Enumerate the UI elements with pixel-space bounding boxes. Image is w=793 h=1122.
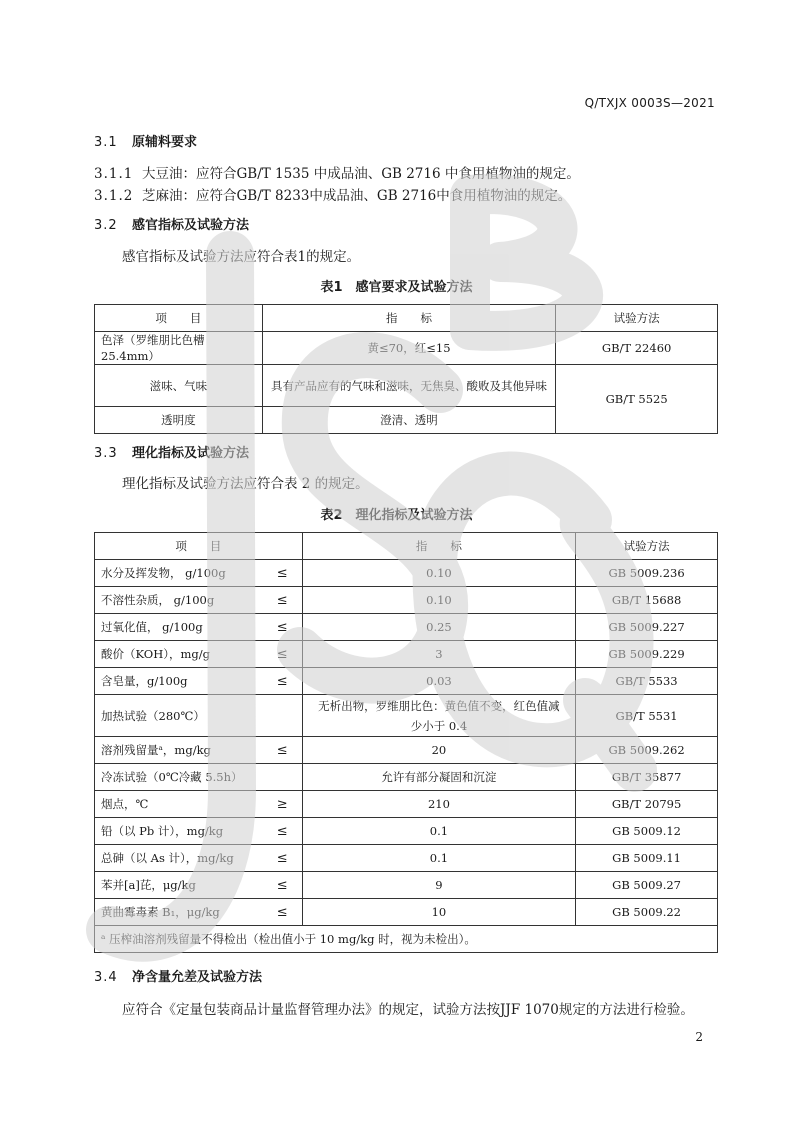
method-cell: GB 5009.22: [576, 899, 718, 926]
comparison-symbol: ≤: [276, 904, 288, 920]
item-label: 总砷（以 As 计），mg/kg: [101, 851, 234, 865]
table-row: [95, 845, 718, 872]
item-label: 不溶性杂质， g/100g: [101, 593, 215, 607]
value-cell: 澄清、透明: [262, 407, 555, 434]
section-title: 原辅料要求: [132, 135, 198, 150]
item-cell: 透明度: [95, 407, 263, 434]
clause-3-1-2: [94, 184, 571, 204]
value-cell: 20: [302, 737, 575, 764]
table-header-row: [95, 533, 718, 560]
item-label: 加热试验（280℃）: [101, 708, 205, 723]
table-row: [95, 668, 718, 695]
method-cell: GB/T 5525: [556, 365, 718, 434]
item-cell: [95, 614, 303, 641]
item-cell: [95, 737, 303, 764]
comparison-symbol: ≤: [276, 673, 288, 689]
clause-text: 大豆油：应符合GB/T 1535 中成品油、GB 2716 中食用植物油的规定。: [142, 166, 580, 182]
item-label: 溶剂残留量ᵃ，mg/kg: [101, 743, 211, 757]
section-title: 理化指标及试验方法: [132, 446, 250, 461]
comparison-symbol: ≤: [276, 823, 288, 839]
header-cell: 试验方法: [556, 305, 718, 332]
table-2: [94, 532, 718, 953]
item-label: 黄曲霉毒素 B₁，μg/kg: [101, 905, 220, 919]
header-cell: 项 目: [95, 305, 263, 332]
value-cell: 无析出物，罗维朋比色：黄色值不变，红色值减少小于 0.4: [302, 695, 575, 737]
value-cell: 0.1: [302, 845, 575, 872]
item-cell: [95, 668, 303, 695]
clause-number: 3.1.1: [94, 166, 134, 182]
method-cell: GB/T 20795: [576, 791, 718, 818]
table-1-caption: 表1 感官要求及试验方法: [320, 280, 473, 295]
comparison-symbol: ≥: [276, 796, 288, 812]
value-cell: 10: [302, 899, 575, 926]
header-cell: 指 标: [262, 305, 555, 332]
section-3-2-paragraph: 感官指标及试验方法应符合表1的规定。: [122, 249, 361, 265]
section-3-3-paragraph: 理化指标及试验方法应符合表 2 的规定。: [122, 476, 369, 492]
value-cell: 210: [302, 791, 575, 818]
section-title: 净含量允差及试验方法: [132, 970, 263, 985]
value-cell: 9: [302, 872, 575, 899]
item-label: 过氧化值， g/100g: [101, 620, 203, 634]
section-number: 3.3: [94, 446, 118, 461]
table-row: [95, 560, 718, 587]
clause-3-1-1: [94, 162, 580, 182]
document-code: Q/TXJX 0003S—2021: [584, 96, 715, 110]
item-cell: [95, 560, 303, 587]
method-cell: GB 5009.227: [576, 614, 718, 641]
table-2-caption: 表2 理化指标及试验方法: [320, 508, 473, 523]
method-cell: GB/T 15688: [576, 587, 718, 614]
section-3-4-paragraph: 应符合《定量包装商品计量监督管理办法》的规定，试验方法按JJF 1070规定的方法进行检验。: [122, 1002, 694, 1018]
item-label: 铅（以 Pb 计），mg/kg: [101, 824, 224, 838]
table-row: [95, 365, 718, 407]
item-cell: [95, 587, 303, 614]
item-cell: 滋味、气味: [95, 365, 263, 407]
comparison-symbol: ≤: [276, 877, 288, 893]
comparison-symbol: ≤: [276, 646, 288, 662]
method-cell: GB 5009.11: [576, 845, 718, 872]
item-cell: [95, 764, 303, 791]
table-row: [95, 899, 718, 926]
item-label: 冷冻试验（0℃冷藏 5.5h）: [101, 770, 243, 784]
method-cell: GB 5009.27: [576, 872, 718, 899]
value-cell: 0.1: [302, 818, 575, 845]
table-row: [95, 791, 718, 818]
section-3-2-heading: [94, 214, 249, 233]
value-cell: 0.03: [302, 668, 575, 695]
method-cell: GB 5009.229: [576, 641, 718, 668]
method-cell: GB 5009.236: [576, 560, 718, 587]
header-cell: 试验方法: [576, 533, 718, 560]
clause-text: 芝麻油：应符合GB/T 8233中成品油、GB 2716中食用植物油的规定。: [142, 188, 572, 204]
method-cell: GB/T 22460: [556, 332, 718, 365]
section-3-1-heading: [94, 131, 197, 150]
section-title: 感官指标及试验方法: [132, 218, 250, 233]
table-row: [95, 641, 718, 668]
section-number: 3.1: [94, 135, 118, 150]
value-cell: 0.25: [302, 614, 575, 641]
table-row: [95, 695, 718, 737]
value-cell: 0.10: [302, 560, 575, 587]
comparison-symbol: ≤: [276, 619, 288, 635]
table-row: [95, 332, 718, 365]
section-number: 3.4: [94, 970, 118, 985]
header-cell: 指 标: [302, 533, 575, 560]
item-label: 含皂量，g/100g: [101, 674, 188, 688]
clause-number: 3.1.2: [94, 188, 134, 204]
method-cell: GB 5009.12: [576, 818, 718, 845]
item-cell: [95, 845, 303, 872]
item-cell: [95, 899, 303, 926]
table-footnote: ᵃ 压榨油溶剂残留量不得检出（检出值小于 10 mg/kg 时，视为未检出）。: [95, 926, 718, 953]
section-3-4-heading: [94, 966, 262, 985]
item-label: 酸价（KOH），mg/g: [101, 647, 210, 661]
comparison-symbol: ≤: [276, 850, 288, 866]
item-cell: [95, 695, 303, 737]
value-cell: 黄≤70，红≤15: [262, 332, 555, 365]
comparison-symbol: ≤: [276, 565, 288, 581]
section-number: 3.2: [94, 218, 118, 233]
section-3-3-heading: [94, 442, 249, 461]
method-cell: GB/T 35877: [576, 764, 718, 791]
item-cell: [95, 818, 303, 845]
item-label: 水分及挥发物， g/100g: [101, 566, 226, 580]
comparison-symbol: ≤: [276, 592, 288, 608]
table-header-row: [95, 305, 718, 332]
method-cell: GB 5009.262: [576, 737, 718, 764]
table-row: [95, 818, 718, 845]
header-cell: 项 目: [95, 533, 303, 560]
table-row: [95, 737, 718, 764]
table-row: [95, 764, 718, 791]
value-cell: 允许有部分凝固和沉淀: [302, 764, 575, 791]
item-label: 苯并[a]芘，μg/kg: [101, 878, 196, 892]
item-cell: [95, 872, 303, 899]
item-cell: [95, 791, 303, 818]
item-label: 烟点，℃: [101, 797, 149, 811]
method-cell: GB/T 5531: [576, 695, 718, 737]
table-row: [95, 587, 718, 614]
value-cell: 0.10: [302, 587, 575, 614]
method-cell: GB/T 5533: [576, 668, 718, 695]
table-1: [94, 304, 718, 434]
table-row: [95, 614, 718, 641]
item-cell: [95, 641, 303, 668]
table-row: [95, 872, 718, 899]
value-cell: 3: [302, 641, 575, 668]
item-cell: 色泽（罗维朋比色槽 25.4mm）: [95, 332, 263, 365]
value-cell: 具有产品应有的气味和滋味，无焦臭、酸败及其他异味: [262, 365, 555, 407]
comparison-symbol: ≤: [276, 742, 288, 758]
table-note-row: [95, 926, 718, 953]
page-number: 2: [695, 1030, 703, 1044]
